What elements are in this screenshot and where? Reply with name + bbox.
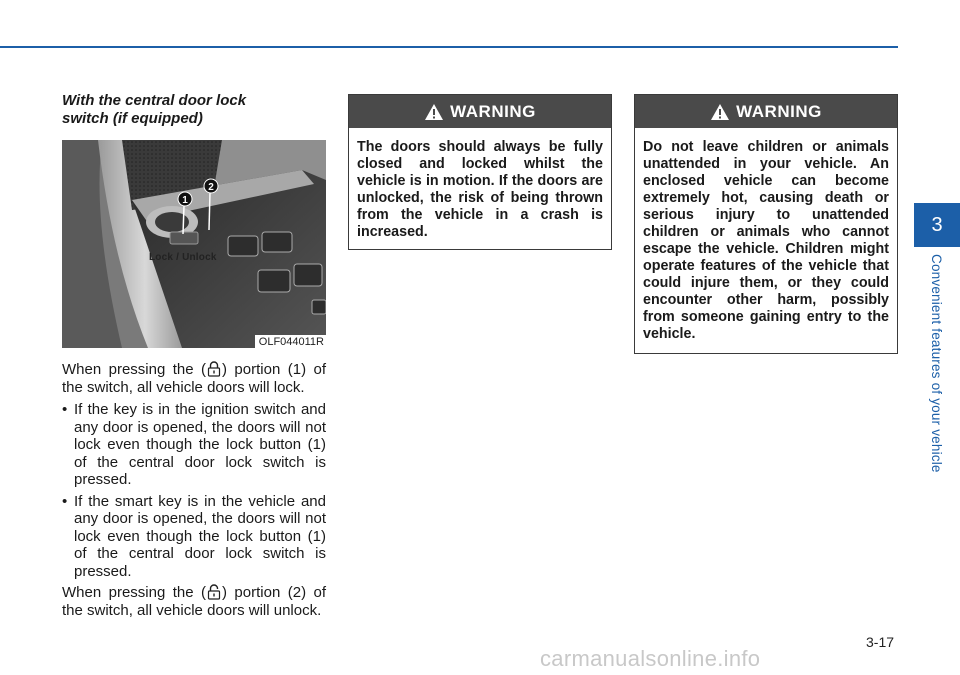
page-number: 3-17	[866, 634, 895, 650]
warning-icon	[424, 103, 444, 121]
figure-caption: Lock / Unlock	[149, 252, 217, 263]
watermark: carmanualsonline.info	[540, 646, 761, 671]
chapter-tab: 3	[914, 203, 960, 247]
section-title: With the central door lock switch (if equipped)	[62, 92, 247, 127]
warning-title: WARNING	[736, 101, 822, 121]
main-column	[62, 92, 326, 619]
warning-icon	[710, 103, 730, 121]
unlock-paragraph: When pressing the ( ) portion (2) of the switch, all vehicle doors will unlock.	[62, 584, 326, 619]
door-switch-figure	[62, 140, 326, 348]
warning-box-doors	[348, 94, 612, 250]
figure-code: OLF044011R	[255, 335, 326, 348]
unlock-icon	[207, 584, 221, 600]
chapter-title: Convenient features of your vehicle	[929, 254, 944, 473]
warning-box-children	[634, 94, 898, 354]
warning-text: The doors should always be fully closed and locked whilst the vehicle is in motion. If the doors are unlocked, the risk of being thrown from the vehicle in a crash is increased.	[357, 139, 603, 240]
lock-paragraph: When pressing the ( ) portion (1) of the switch, all vehicle doors will lock.	[62, 361, 326, 396]
warning-header	[635, 95, 897, 128]
door-switch-illustration	[62, 140, 326, 348]
warning-header	[349, 95, 611, 128]
warning-text: Do not leave children or animals unattended in your vehicle. An enclosed vehicle can become extremely hot, causing death or serious injury to unattended children or animals who cannot escape the vehicle. Children might operate features of the vehicle that could injure them, or they could encounter other harm, possibly from someone gaining entry to the vehicle.	[643, 139, 889, 342]
list-item: • If the key is in the ignition switch and any door is opened, the doors will not lock even though the lock button (1) of the central door lock switch is pressed.	[62, 401, 326, 488]
lock-icon	[207, 361, 221, 377]
warning-title: WARNING	[450, 101, 536, 121]
callout-1: 1	[182, 195, 188, 206]
callout-2: 2	[208, 182, 214, 193]
list-item: • If the smart key is in the vehicle and any door is opened, the doors will not lock even though the lock button (1) of the central door lock switch is pressed.	[62, 492, 326, 580]
header-rule	[0, 46, 898, 48]
bullet-list	[62, 401, 326, 580]
